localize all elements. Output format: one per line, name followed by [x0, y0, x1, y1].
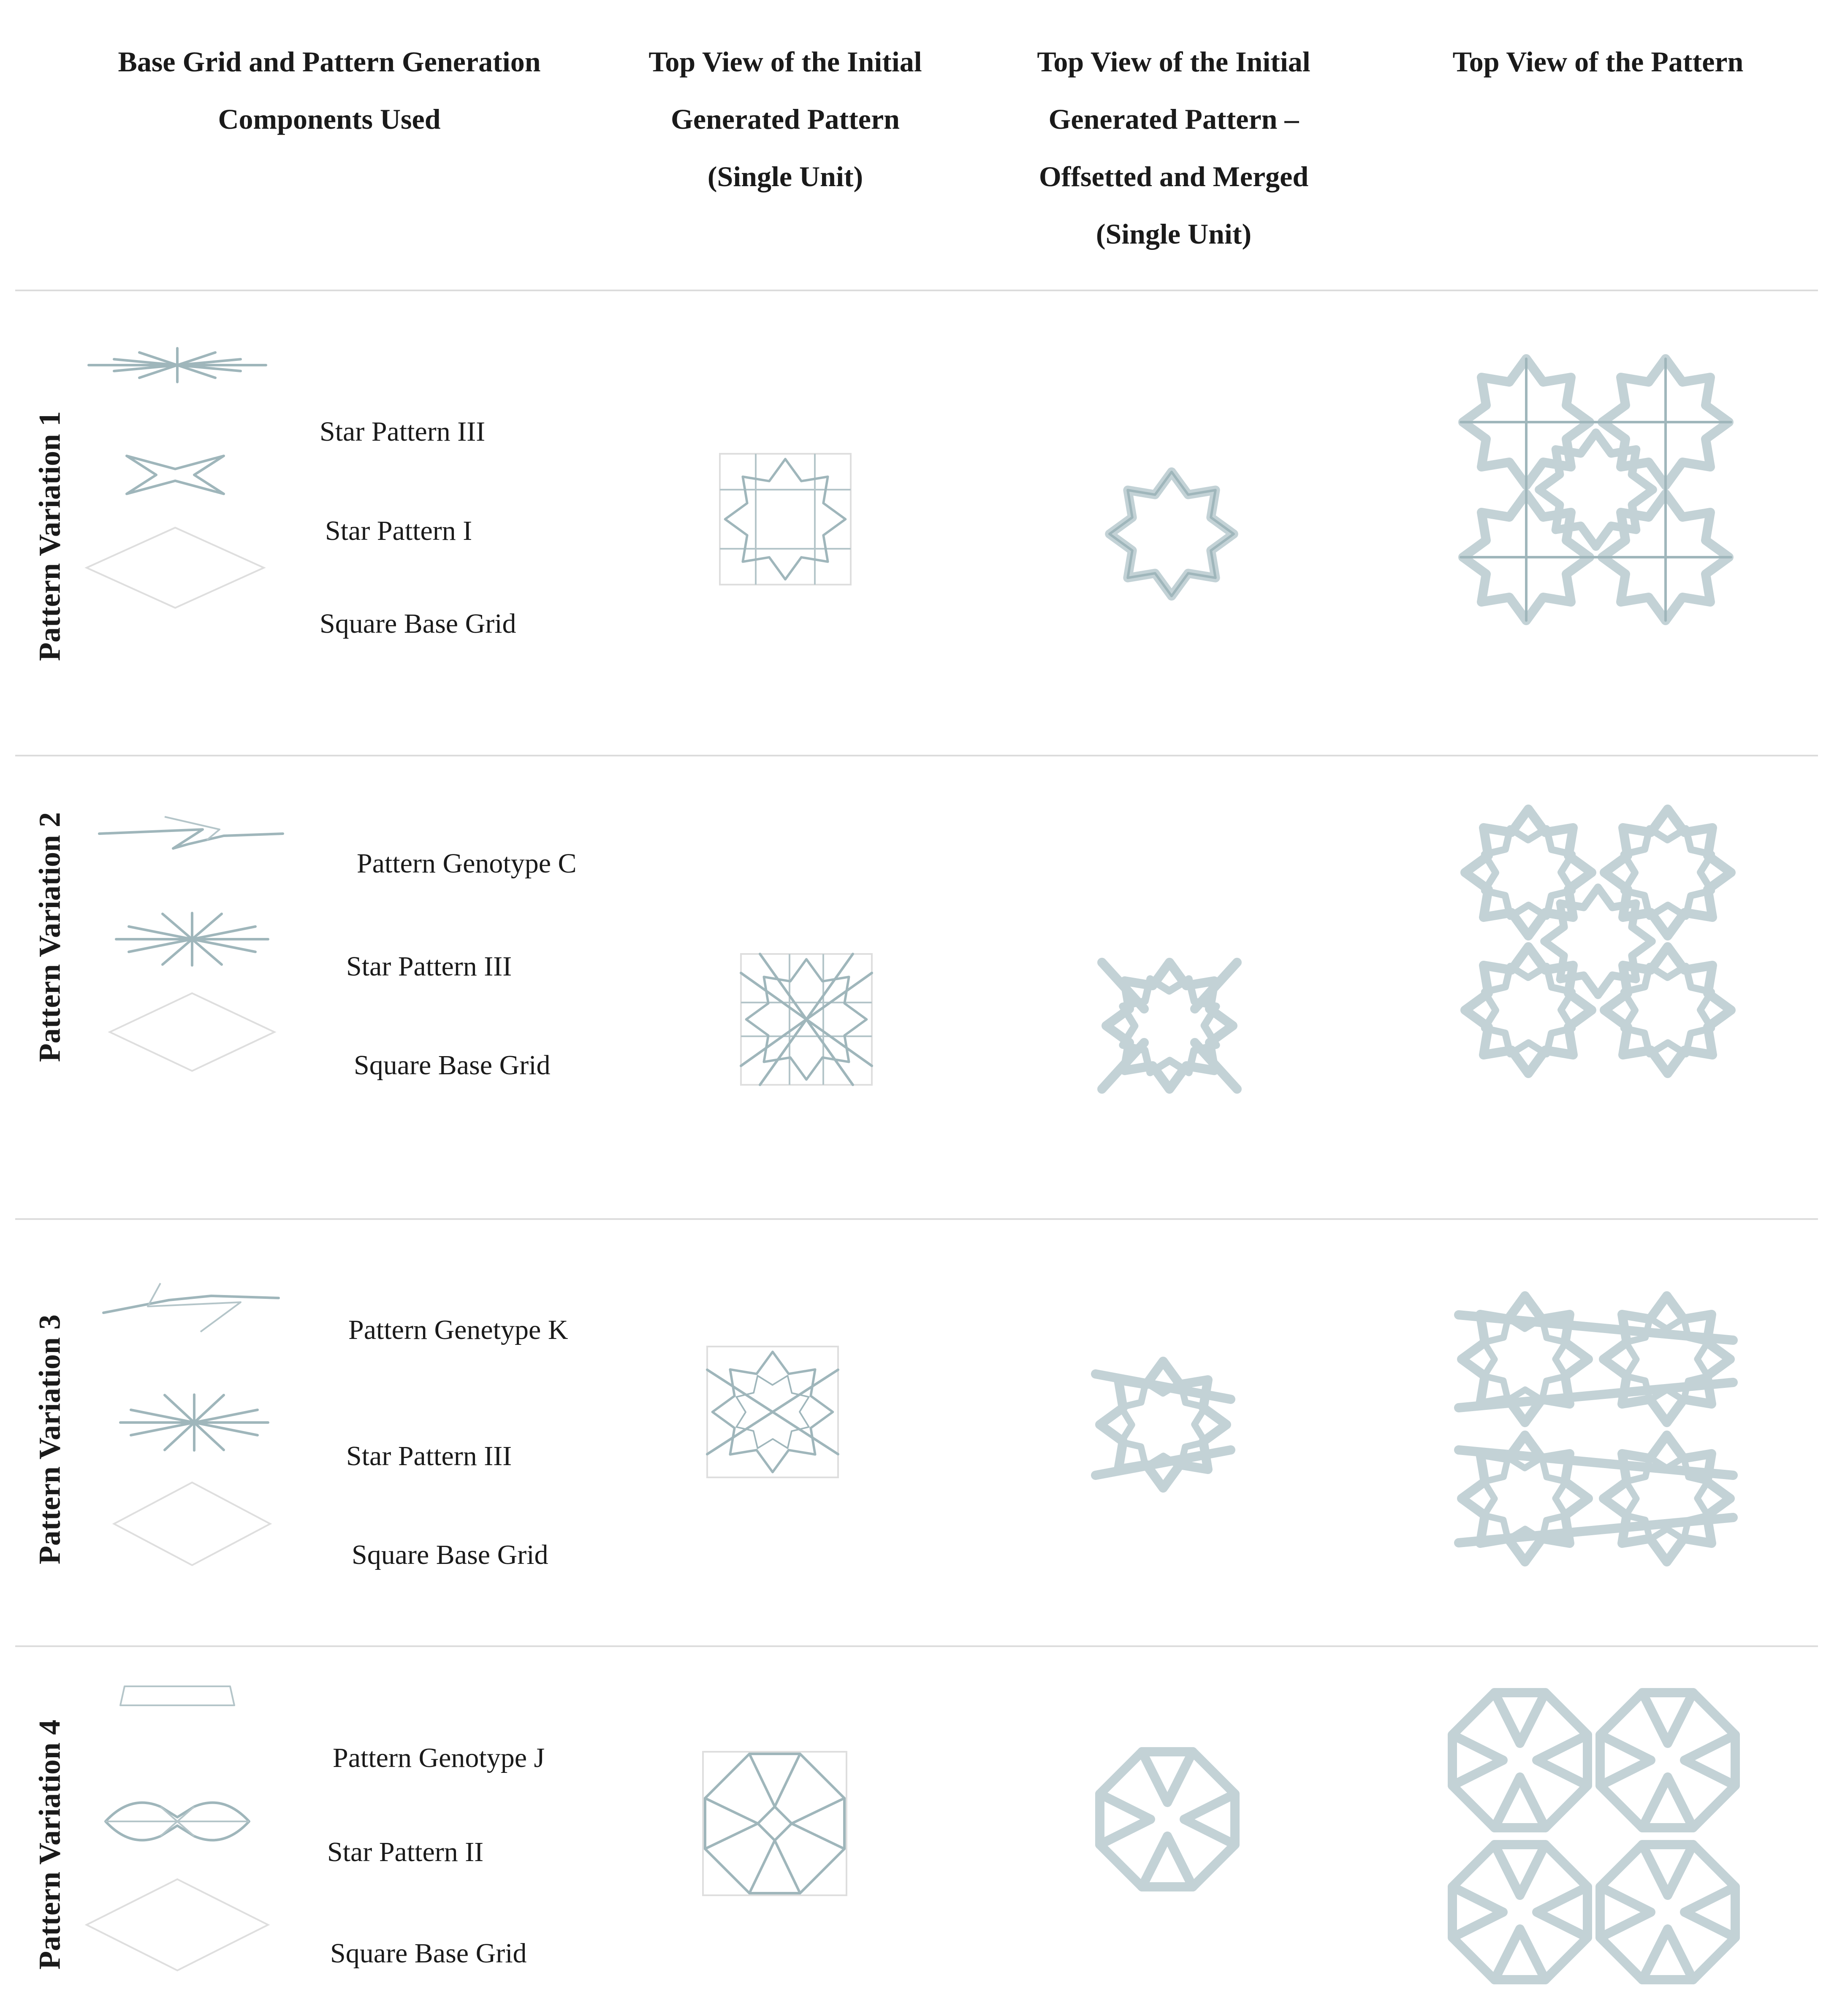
square-base-grid-component-image	[84, 526, 266, 610]
square-base-grid-component-image	[84, 1876, 270, 1973]
header-line: Top View of the Initial	[648, 46, 922, 78]
star-pattern-iii-component-image	[118, 1393, 270, 1452]
initial-pattern-1-image	[718, 452, 853, 587]
header-line: (Single Unit)	[1096, 218, 1252, 250]
header-line: Offsetted and Merged	[1039, 160, 1309, 192]
row-divider	[15, 1645, 1818, 1647]
component-label: Pattern Genotype C	[357, 848, 577, 879]
offset-merged-pattern-4-image	[1093, 1745, 1241, 1893]
pattern-genetype-k-component-image	[101, 1281, 283, 1336]
row-label-variation-2: Pattern Variation 2	[33, 812, 67, 1062]
component-label: Pattern Genetype K	[348, 1314, 568, 1345]
tiled-pattern-4-image	[1446, 1684, 1742, 1988]
component-label: Square Base Grid	[320, 608, 516, 639]
component-label: Square Base Grid	[352, 1539, 548, 1570]
row-label-variation-1: Pattern Variation 1	[33, 411, 67, 661]
tiled-pattern-3-image	[1454, 1290, 1737, 1568]
initial-pattern-4-image	[701, 1750, 849, 1897]
header-line: (Single Unit)	[707, 160, 863, 192]
component-label: Star Pattern II	[327, 1837, 484, 1867]
row-label-variation-4: Pattern Variation 4	[33, 1720, 67, 1970]
tiled-pattern-2-image	[1459, 804, 1737, 1078]
row-label-variation-3: Pattern Variation 3	[33, 1314, 67, 1564]
offset-merged-pattern-1-image	[1102, 464, 1241, 604]
header-line: Base Grid and Pattern Generation	[118, 46, 541, 78]
star-pattern-iii-component-image	[114, 912, 270, 967]
component-label: Star Pattern III	[346, 951, 512, 982]
star-pattern-iii-component-image	[84, 344, 270, 386]
initial-pattern-2-image	[739, 952, 874, 1087]
tiled-pattern-1-image	[1457, 355, 1735, 625]
component-label: Star Pattern III	[346, 1441, 512, 1471]
star-pattern-i-component-image	[122, 452, 228, 498]
component-label: Star Pattern I	[325, 515, 472, 546]
header-offset-merged	[988, 33, 1359, 263]
header-line: Top View of the Initial	[1037, 46, 1310, 78]
star-pattern-ii-component-image	[101, 1790, 253, 1853]
pattern-genotype-c-component-image	[97, 810, 287, 861]
row-divider	[15, 1218, 1818, 1220]
offset-merged-pattern-3-image	[1091, 1353, 1235, 1496]
square-base-grid-component-image	[112, 1479, 272, 1568]
component-label: Square Base Grid	[330, 1938, 527, 1969]
offset-merged-pattern-2-image	[1098, 954, 1241, 1097]
header-line: Generated Pattern	[671, 103, 900, 135]
component-label: Pattern Genotype J	[333, 1742, 545, 1773]
header-divider	[15, 290, 1818, 291]
component-label: Star Pattern III	[320, 416, 486, 447]
component-label: Square Base Grid	[354, 1050, 551, 1081]
header-line: Components Used	[218, 103, 441, 135]
initial-pattern-3-image	[705, 1344, 840, 1479]
header-initial-pattern	[600, 33, 971, 205]
header-pattern	[1376, 33, 1820, 90]
header-line: Generated Pattern –	[1048, 103, 1299, 135]
pattern-genotype-j-component-image	[118, 1682, 236, 1712]
header-components	[76, 33, 583, 148]
row-divider	[15, 755, 1818, 756]
header-line: Top View of the Pattern	[1452, 46, 1744, 78]
square-base-grid-component-image	[108, 990, 277, 1074]
